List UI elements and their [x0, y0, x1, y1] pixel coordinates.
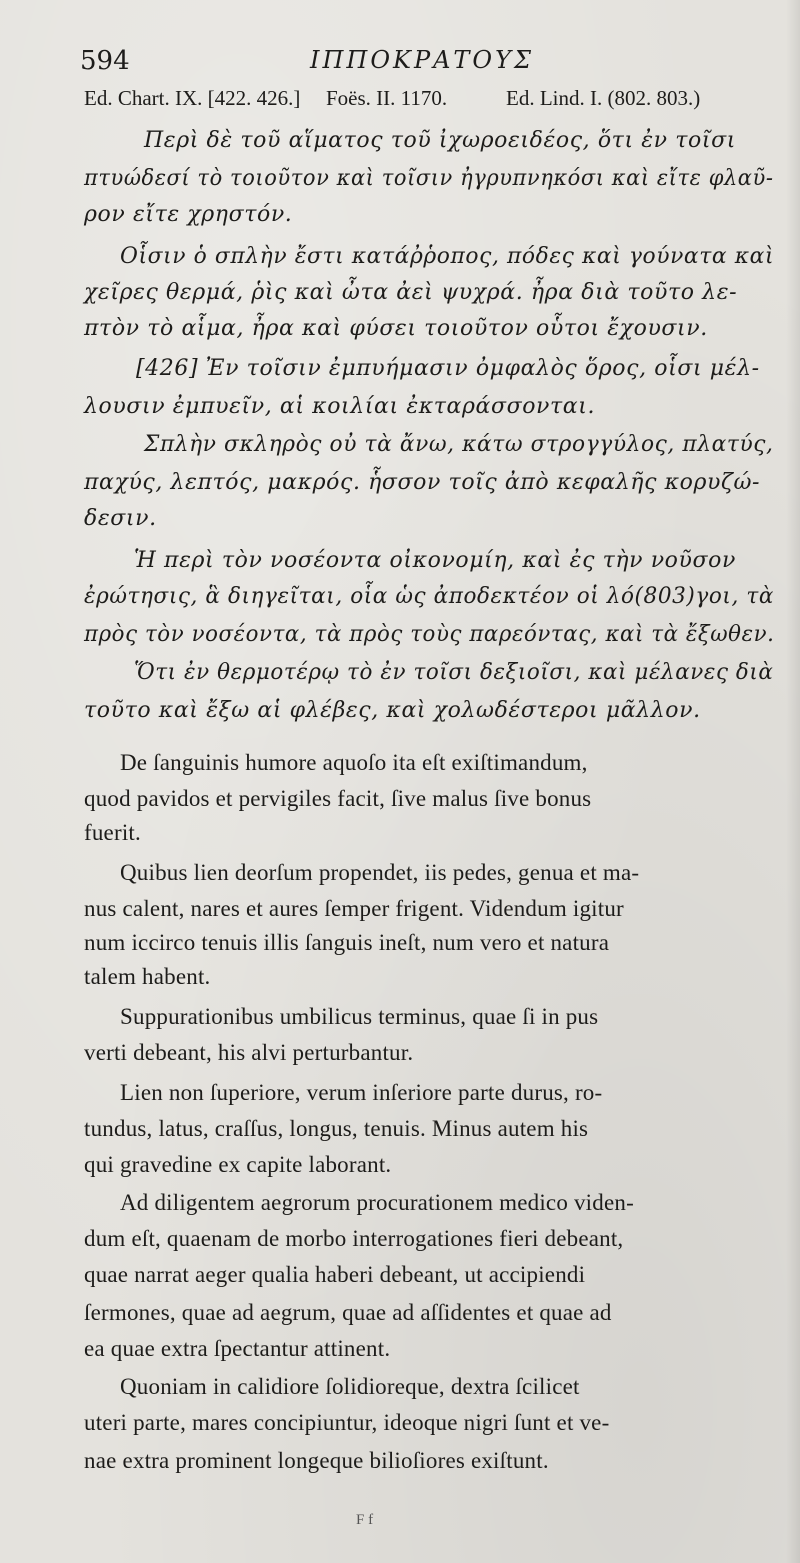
- edition-references: [84, 86, 774, 116]
- page-header: [80, 40, 770, 80]
- text-line: Περὶ δὲ τοῦ αἵματος τοῦ ἰχωροειδέος, ὅτι ἐν τοῖσι: [144, 128, 736, 153]
- text-line: ſermones, quae ad aegrum, quae ad aſſidentes et quae ad: [84, 1300, 612, 1325]
- running-title: ΙΠΠΟΚΡΑΤΟΥΣ: [310, 46, 534, 74]
- signature-mark: F f: [356, 1512, 374, 1528]
- edition-foes-ref: Foës. II. 1170.: [326, 86, 448, 110]
- text-line: num iccirco tenuis illis ſanguis ineſt, num vero et natura: [84, 930, 610, 955]
- text-line: Ἡ περὶ τὸν νοσέοντα οἰκονομίη, καὶ ἐς τὴν νοῦσον: [134, 548, 736, 573]
- latin-text: [84, 750, 774, 1490]
- greek-text: [84, 120, 774, 740]
- text-line: [426] Ἐν τοῖσιν ἐμπυήμασιν ὀμφαλὸς ὅρος, οἷσι μέλ-: [136, 356, 760, 381]
- text-line: Ad diligentem aegrorum procurationem medico viden-: [120, 1190, 634, 1215]
- page-edge: [786, 0, 800, 1563]
- text-line: πρὸς τὸν νοσέοντα, τὰ πρὸς τοὺς παρεόντας, καὶ τὰ ἔξωθεν.: [84, 622, 775, 647]
- text-line: quae narrat aeger qualia haberi debeant, ut accipiendi: [84, 1262, 586, 1287]
- text-line: ρον εἴτε χρηστόν.: [84, 202, 293, 227]
- text-line: talem habent.: [84, 964, 211, 989]
- text-line: δεσιν.: [84, 506, 157, 531]
- text-line: Ὅτι ἐν θερμοτέρῳ τὸ ἐν τοῖσι δεξιοῖσι, καὶ μέλανες διὰ: [134, 660, 774, 685]
- text-line: πτὸν τὸ αἷμα, ἦρα καὶ φύσει τοιοῦτον οὗτοι ἔχουσιν.: [84, 316, 708, 341]
- text-line: Σπλὴν σκληρὸς οὐ τὰ ἄνω, κάτω στρογγύλος, πλατύς,: [144, 432, 774, 457]
- edition-lind-ref: Ed. Lind. I. (802. 803.): [506, 86, 701, 110]
- text-line: Οἷσιν ὁ σπλὴν ἔστι κατάῤῥοπος, πόδες καὶ γούνατα καὶ: [120, 244, 775, 269]
- text-line: Suppurationibus umbilicus terminus, quae ſi in pus: [120, 1004, 599, 1029]
- text-line: fuerit.: [84, 820, 141, 845]
- page-number: 594: [80, 46, 130, 76]
- text-line: λουσιν ἐμπυεῖν, αἱ κοιλίαι ἐκταράσσονται.: [84, 394, 596, 419]
- text-line: παχύς, λεπτός, μακρός. ἧσσον τοῖς ἀπὸ κεφαλῆς κορυζώ-: [84, 470, 761, 495]
- text-line: τοῦτο καὶ ἔξω αἱ φλέβες, καὶ χολωδέστεροι μᾶλλον.: [84, 698, 701, 723]
- text-line: De ſanguinis humore aquoſo ita eſt exiſtimandum,: [120, 750, 588, 775]
- text-line: verti debeant, his alvi perturbantur.: [84, 1040, 414, 1065]
- text-line: nae extra prominent longeque bilioſiores exiſtunt.: [84, 1448, 549, 1473]
- text-line: πτυώδεσί τὸ τοιοῦτον καὶ τοῖσιν ἠγρυπνηκόσι καὶ εἴτε φλαῦ-: [84, 166, 774, 191]
- text-line: ἐρώτησις, ἃ διηγεῖται, οἷα ὡς ἀποδεκτέον οἱ λό(803)γοι, τὰ: [84, 584, 774, 609]
- text-line: qui gravedine ex capite laborant.: [84, 1152, 392, 1177]
- text-line: Quibus lien deorſum propendet, iis pedes, genua et ma-: [120, 860, 640, 885]
- text-line: quod pavidos et pervigiles facit, ſive malus ſive bonus: [84, 786, 592, 811]
- text-line: uteri parte, mares concipiuntur, ideoque nigri ſunt et ve-: [84, 1410, 610, 1435]
- text-line: ea quae extra ſpectantur attinent.: [84, 1336, 391, 1361]
- text-line: dum eſt, quaenam de morbo interrogationes fieri debeant,: [84, 1226, 624, 1251]
- edition-chart-ref: Ed. Chart. IX. [422. 426.]: [84, 86, 301, 110]
- text-line: tundus, latus, craſſus, longus, tenuis. Minus autem his: [84, 1116, 589, 1141]
- text-line: nus calent, nares et aures ſemper frigent. Videndum igitur: [84, 896, 624, 921]
- text-line: Lien non ſuperiore, verum inſeriore parte durus, ro-: [120, 1080, 603, 1105]
- text-line: χεῖρες θερμά, ῥὶς καὶ ὦτα ἀεὶ ψυχρά. ἦρα διὰ τοῦτο λε-: [84, 280, 738, 305]
- text-line: Quoniam in calidiore ſolidioreque, dextra ſcilicet: [120, 1374, 580, 1399]
